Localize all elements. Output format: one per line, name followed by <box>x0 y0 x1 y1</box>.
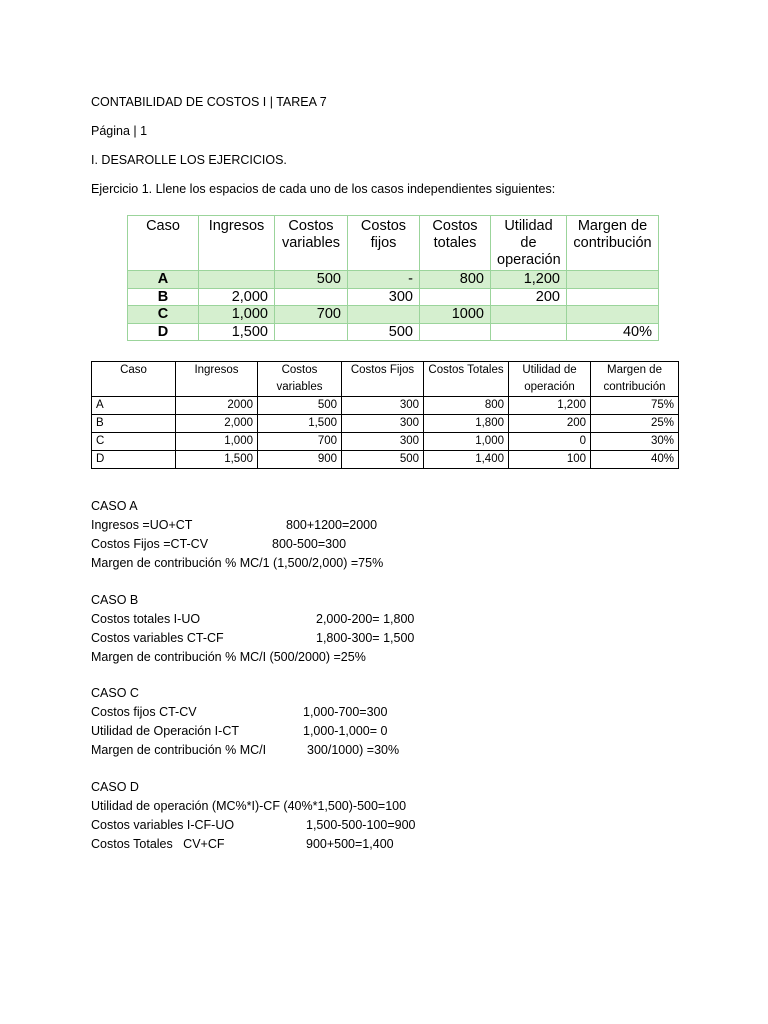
table-cell: - <box>348 271 420 289</box>
table-cell: 1,200 <box>509 397 591 415</box>
header-cell: Caso <box>128 216 199 271</box>
table-cell: B <box>92 415 176 433</box>
caso-c-line-3-calc: 300/1000) =30% <box>307 743 400 757</box>
caso-c-line-3: Margen de contribución % MC/I <box>91 743 267 757</box>
exercise-table <box>127 215 659 341</box>
caso-a-line-1-calc: 800+1200=2000 <box>286 518 378 532</box>
table-cell: B <box>128 288 199 306</box>
table-cell: 1,500 <box>258 415 342 433</box>
table-cell: 2,000 <box>199 288 275 306</box>
table-cell: 40% <box>567 323 659 341</box>
table-cell: D <box>92 451 176 469</box>
table-row <box>92 433 679 451</box>
header-cell: Ingresos <box>176 362 258 397</box>
caso-b-line-3: Margen de contribución % MC/I (500/2000) =25% <box>91 650 366 664</box>
table-cell <box>275 288 348 306</box>
table-cell: 200 <box>509 415 591 433</box>
table-cell: 1,800 <box>424 415 509 433</box>
caso-c-title: CASO C <box>91 686 139 700</box>
table-row <box>92 451 679 469</box>
caso-c-line-2: Utilidad de Operación I-CT <box>91 724 239 738</box>
table-cell <box>275 323 348 341</box>
caso-d-line-2: Costos variables I-CF-UO <box>91 818 235 832</box>
table-cell: 500 <box>258 397 342 415</box>
table-cell: 700 <box>275 306 348 324</box>
table-cell: 30% <box>591 433 679 451</box>
header-cell: Costos variables <box>275 216 348 271</box>
table-cell: 500 <box>348 323 420 341</box>
table-cell <box>491 323 567 341</box>
exercise-table-header <box>128 216 659 271</box>
table-cell <box>567 271 659 289</box>
table-cell: 2,000 <box>176 415 258 433</box>
header-cell: Costos totales <box>420 216 491 271</box>
caso-b-line-2: Costos variables CT-CF <box>91 631 224 645</box>
table-cell <box>491 306 567 324</box>
table-cell: D <box>128 323 199 341</box>
caso-a-line-3: Margen de contribución % MC/1 (1,500/2,000) =75% <box>91 556 384 570</box>
document-title: CONTABILIDAD DE COSTOS I | TAREA 7 <box>91 95 327 109</box>
caso-a-line-2: Costos Fijos =CT-CV <box>91 537 209 551</box>
table-cell: 500 <box>275 271 348 289</box>
caso-d-title: CASO D <box>91 780 139 794</box>
header-cell: Costos fijos <box>348 216 420 271</box>
table-cell: 700 <box>258 433 342 451</box>
table-row <box>128 306 659 324</box>
table-cell: 300 <box>348 288 420 306</box>
caso-d-line-1: Utilidad de operación (MC%*I)-CF (40%*1,500)-500=100 <box>91 799 407 813</box>
table-cell: 100 <box>509 451 591 469</box>
table-cell <box>420 323 491 341</box>
table-cell: 300 <box>342 397 424 415</box>
table-row <box>128 271 659 289</box>
caso-b-line-2-calc: 1,800-300= 1,500 <box>316 631 415 645</box>
table-cell: 1,200 <box>491 271 567 289</box>
table-cell: 75% <box>591 397 679 415</box>
table-cell: 300 <box>342 415 424 433</box>
header-cell: Costos Totales <box>424 362 509 397</box>
caso-b-line-1: Costos totales I-UO <box>91 612 201 626</box>
caso-a-line-2-calc: 800-500=300 <box>272 537 347 551</box>
table-row <box>92 415 679 433</box>
table-cell: C <box>92 433 176 451</box>
table-cell <box>420 288 491 306</box>
table-cell: 25% <box>591 415 679 433</box>
solution-table-header <box>92 362 679 397</box>
header-cell: Ingresos <box>199 216 275 271</box>
table-cell: 1,000 <box>199 306 275 324</box>
table-cell: 2000 <box>176 397 258 415</box>
caso-a-line-1: Ingresos =UO+CT <box>91 518 193 532</box>
caso-d-line-3-calc: 900+500=1,400 <box>306 837 394 851</box>
caso-c-line-1: Costos fijos CT-CV <box>91 705 197 719</box>
solution-table <box>91 361 679 469</box>
table-cell <box>567 306 659 324</box>
table-cell: 1,000 <box>176 433 258 451</box>
table-cell: 1,500 <box>199 323 275 341</box>
caso-a-title: CASO A <box>91 499 138 513</box>
table-cell: A <box>92 397 176 415</box>
table-cell: 200 <box>491 288 567 306</box>
table-cell: 1,500 <box>176 451 258 469</box>
header-cell: Utilidad de operación <box>509 362 591 397</box>
header-cell: Caso <box>92 362 176 397</box>
caso-b-title: CASO B <box>91 593 139 607</box>
caso-c-line-1-calc: 1,000-700=300 <box>303 705 388 719</box>
caso-d-line-3: Costos Totales CV+CF <box>91 837 225 851</box>
page-number: Página | 1 <box>91 124 148 138</box>
table-cell: 1,400 <box>424 451 509 469</box>
section-heading: I. DESAROLLE LOS EJERCICIOS. <box>91 153 287 167</box>
table-cell <box>567 288 659 306</box>
table-cell <box>348 306 420 324</box>
caso-c-line-2-calc: 1,000-1,000= 0 <box>303 724 388 738</box>
header-cell: Costos Fijos <box>342 362 424 397</box>
table-cell: 500 <box>342 451 424 469</box>
table-cell: 800 <box>420 271 491 289</box>
table-cell: 800 <box>424 397 509 415</box>
table-cell: 1000 <box>420 306 491 324</box>
header-cell: Utilidad de operación <box>491 216 567 271</box>
caso-d-line-2-calc: 1,500-500-100=900 <box>306 818 416 832</box>
caso-b-line-1-calc: 2,000-200= 1,800 <box>316 612 415 626</box>
table-cell: 300 <box>342 433 424 451</box>
table-cell: 1,000 <box>424 433 509 451</box>
table-row <box>92 397 679 415</box>
table-cell: 0 <box>509 433 591 451</box>
header-cell: Costos variables <box>258 362 342 397</box>
table-cell: 900 <box>258 451 342 469</box>
table-cell: A <box>128 271 199 289</box>
table-cell: C <box>128 306 199 324</box>
table-row <box>128 323 659 341</box>
table-cell <box>199 271 275 289</box>
table-cell: 40% <box>591 451 679 469</box>
header-cell: Margen de contribución <box>591 362 679 397</box>
header-cell: Margen de contribución <box>567 216 659 271</box>
table-row <box>128 288 659 306</box>
exercise-instruction: Ejercicio 1. Llene los espacios de cada uno de los casos independientes siguientes: <box>91 182 556 196</box>
